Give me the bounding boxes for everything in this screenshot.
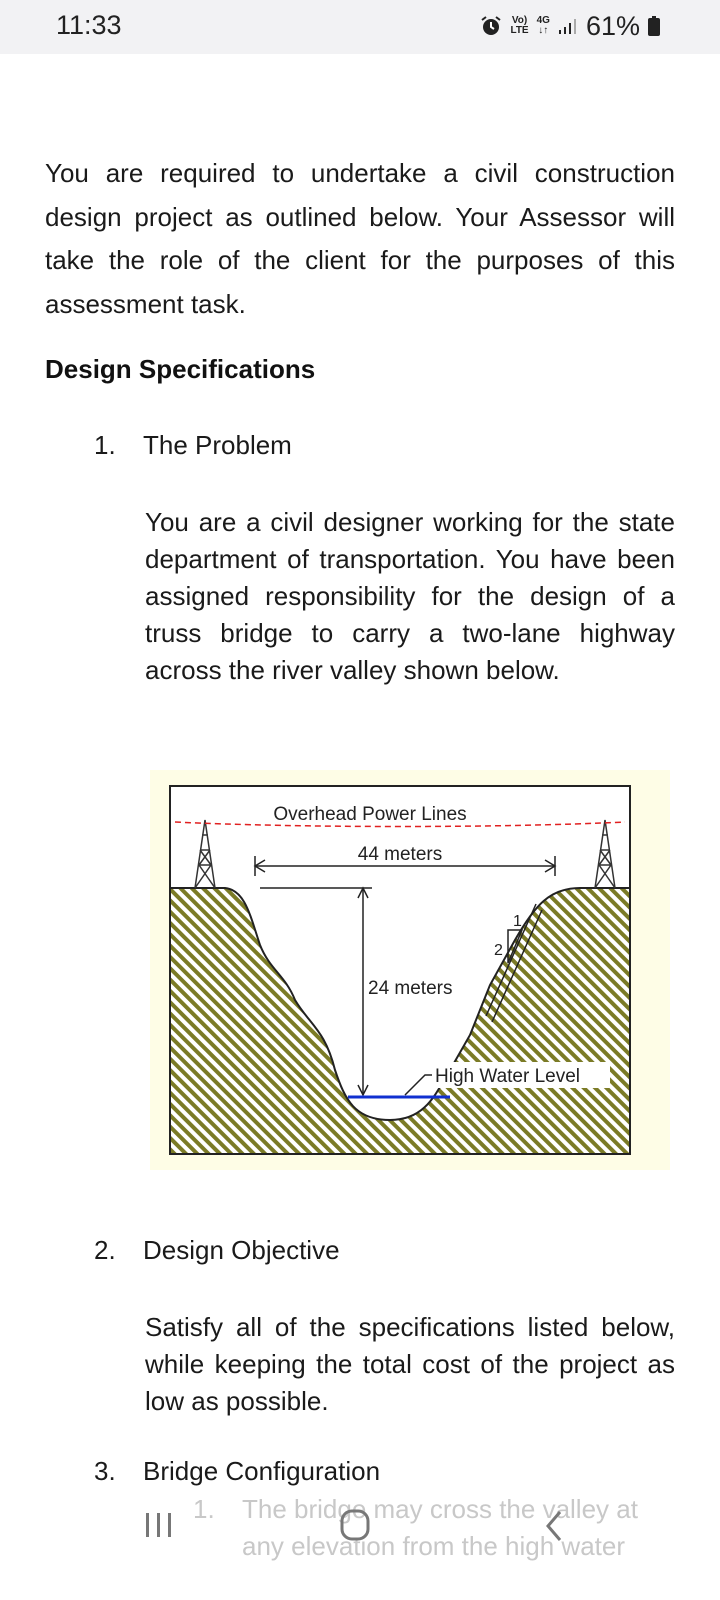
sub-item-number: 1.	[193, 1494, 215, 1524]
item-title: Bridge Configuration	[143, 1456, 381, 1486]
navigation-bar	[0, 1490, 720, 1600]
network-indicator: 4G ↓↑	[536, 15, 550, 36]
river-valley-figure	[150, 770, 670, 1170]
span-label: 44 meters	[357, 844, 443, 865]
home-icon[interactable]	[336, 1508, 376, 1544]
water-level-label: High Water Level	[435, 1066, 581, 1087]
item-number: 3.	[94, 1456, 116, 1486]
item-paragraph: Satisfy all of the specifications listed below, while keeping the total cost of the project as low as possible.	[145, 1312, 675, 1416]
item-number: 1.	[94, 430, 116, 460]
volte-indicator: Vo) LTE	[510, 15, 529, 36]
item-paragraph: You are a civil designer working for the state department of transportation. You have been assigned responsibility for the design of a truss bridge to carry a two-lane highway across the river valley shown below.	[145, 507, 675, 685]
alarm-icon	[480, 15, 502, 37]
status-time: 11:33	[56, 10, 122, 40]
battery-percent: 61%	[585, 10, 640, 41]
status-bar	[0, 0, 720, 54]
power-lines-label: Overhead Power Lines	[273, 804, 467, 825]
recents-icon[interactable]	[143, 1510, 175, 1540]
signal-icon	[558, 17, 578, 35]
slope-rise-label: 2	[494, 942, 503, 959]
battery-icon	[648, 16, 660, 36]
intro-paragraph: You are required to undertake a civil construction design project as outlined below. Your Assessor will take the role of the client for the purposes of this assessment task.	[45, 158, 675, 319]
document-view[interactable]	[0, 54, 720, 1600]
sub-item-line: The bridge may cross the valley at	[242, 1494, 638, 1524]
height-label: 24 meters	[368, 978, 453, 999]
back-icon[interactable]	[540, 1508, 570, 1544]
section-heading: Design Specifications	[45, 354, 316, 384]
status-icons	[480, 8, 660, 44]
item-title: Design Objective	[143, 1235, 340, 1265]
sub-item-line: any elevation from the high water	[242, 1531, 625, 1561]
slope-run-label: 1	[513, 913, 522, 930]
item-title: The Problem	[143, 430, 292, 460]
item-number: 2.	[94, 1235, 116, 1265]
